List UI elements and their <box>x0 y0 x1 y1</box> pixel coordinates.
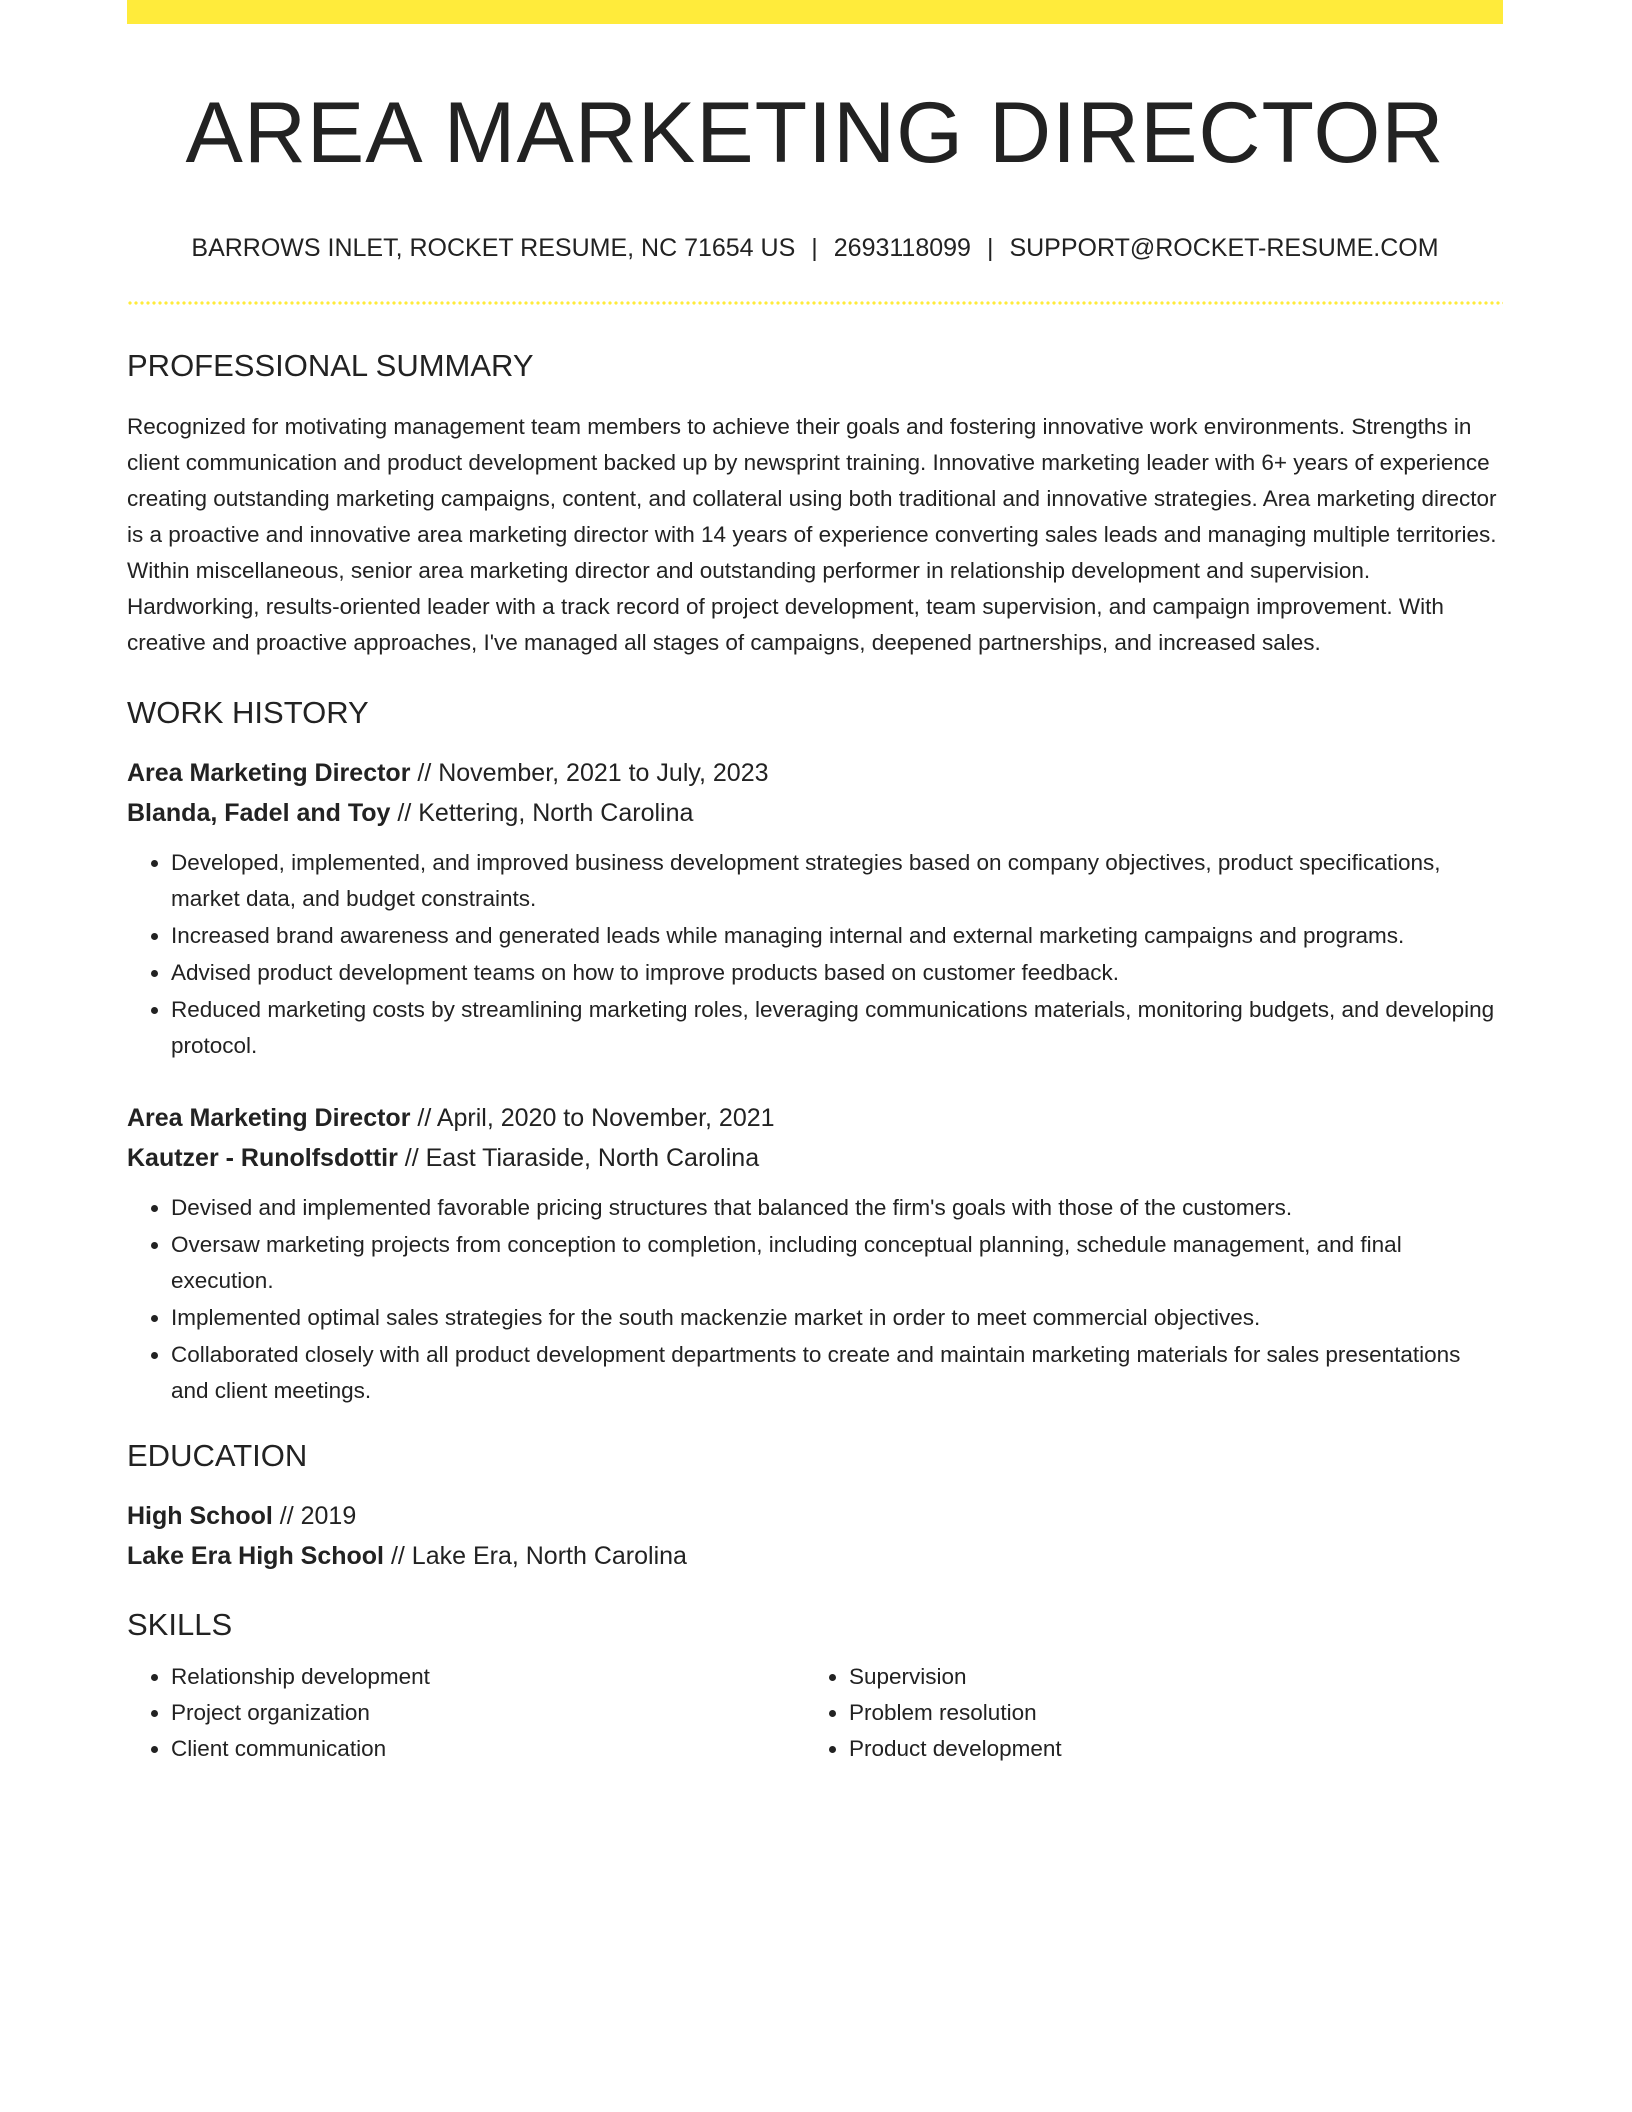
skill-item: • Supervision <box>849 1659 1483 1695</box>
job-bullet: • Reduced marketing costs by streamlining marketing roles, leveraging communications materials, monitoring budgets, and developing protocol. <box>171 992 1503 1064</box>
section-title-skills: SKILLS <box>127 1607 233 1643</box>
education-school: Lake Era High School <box>127 1542 385 1571</box>
job-bullets <box>127 1190 1503 1409</box>
skill-item: • Project organization <box>171 1695 805 1731</box>
skill-item: • Product development <box>849 1731 1483 1767</box>
contact-address: BARROWS INLET, ROCKET RESUME, NC 71654 US <box>191 233 796 262</box>
resume-title: AREA MARKETING DIRECTOR <box>185 85 1445 181</box>
job-company-line <box>127 793 1503 833</box>
job-company-line <box>127 1138 1503 1178</box>
contact-separator: | <box>811 233 818 262</box>
job-dates: // November, 2021 to July, 2023 <box>410 758 769 787</box>
job-role: Area Marketing Director <box>127 758 411 787</box>
job-bullet: • Devised and implemented favorable pricing structures that balanced the firm's goals with those of the customers. <box>171 1190 1503 1226</box>
resume-page <box>127 0 1503 1767</box>
job-bullet: • Oversaw marketing projects from conception to completion, including conceptual planning, schedule management, and final execution. <box>171 1227 1503 1299</box>
job-role-line <box>127 753 1503 793</box>
skills-column-left <box>127 1659 805 1767</box>
section-title-work-history: WORK HISTORY <box>127 694 369 730</box>
contact-email: SUPPORT@ROCKET-RESUME.COM <box>1009 233 1439 262</box>
section-title-summary: PROFESSIONAL SUMMARY <box>127 347 534 383</box>
job-bullet: • Implemented optimal sales strategies for the south mackenzie market in order to meet commercial objectives. <box>171 1300 1503 1336</box>
summary-text: Recognized for motivating management team members to achieve their goals and fostering innovative work environments. Strengths in client communication and product development backed up by newsprint training. Innovative marketing leader with 6+ years of experience creating outstanding marketing campaigns, content, and collateral using both traditional and innovative strategies. Area marketing director is a proactive and innovative area marketing director with 14 years of experience converting sales leads and managing multiple territories. Within miscellaneous, senior area marketing director and outstanding performer in relationship development and supervision. Hardworking, results-oriented leader with a track record of project development, team supervision, and campaign improvement. With creative and proactive approaches, I've managed all stages of campaigns, deepened partnerships, and increased sales. <box>127 413 1497 655</box>
job-bullet: • Increased brand awareness and generated leads while managing internal and external marketing campaigns and programs. <box>171 918 1503 954</box>
section-title-education: EDUCATION <box>127 1437 308 1473</box>
education-degree: High School <box>127 1502 273 1531</box>
job-bullet: • Collaborated closely with all product development departments to create and maintain marketing materials for sales presentations and client meetings. <box>171 1337 1503 1409</box>
contact-separator: | <box>986 233 994 262</box>
education-location: // Lake Era, North Carolina <box>384 1542 687 1571</box>
education-degree-line <box>127 1496 1503 1536</box>
job-bullets <box>127 845 1503 1064</box>
education-entry <box>127 1496 1503 1576</box>
accent-top-bar <box>127 0 1503 24</box>
job-dates: // April, 2020 to November, 2021 <box>410 1103 775 1132</box>
contact-line <box>127 233 1503 263</box>
skills-list <box>127 1659 1503 1767</box>
job-bullet: • Advised product development teams on how to improve products based on customer feedback. <box>171 955 1503 991</box>
job-location: // East Tiaraside, North Carolina <box>397 1143 760 1172</box>
job-company: Blanda, Fadel and Toy <box>127 798 391 827</box>
job-role: Area Marketing Director <box>127 1103 411 1132</box>
job-bullet: • Developed, implemented, and improved business development strategies based on company objectives, product specifications, market data, and budget constraints. <box>171 845 1503 917</box>
education-year: // 2019 <box>272 1502 357 1531</box>
job-company: Kautzer - Runolfsdottir <box>127 1143 398 1172</box>
job-entry <box>127 753 1503 1064</box>
contact-phone: 2693118099 <box>833 233 971 262</box>
dotted-divider <box>127 301 1503 305</box>
job-location: // Kettering, North Carolina <box>390 798 694 827</box>
skills-column-right <box>805 1659 1483 1767</box>
education-school-line <box>127 1536 1503 1576</box>
job-role-line <box>127 1098 1503 1138</box>
skill-item: • Problem resolution <box>849 1695 1483 1731</box>
skill-item: • Relationship development <box>171 1659 805 1695</box>
job-entry <box>127 1098 1503 1409</box>
skill-item: • Client communication <box>171 1731 805 1767</box>
